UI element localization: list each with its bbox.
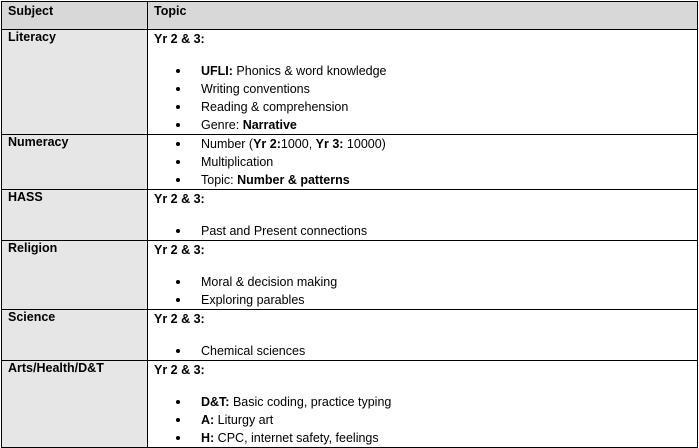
list-item: Multiplication [154,153,691,171]
year-label: Yr 2 & 3: [154,363,205,377]
list-item: Writing conventions [154,80,691,98]
year-label: Yr 2 & 3: [154,192,205,206]
list-item: Moral & decision making [154,273,691,291]
topic-list [154,62,691,134]
topic-cell [148,310,698,361]
topic-cell [148,361,698,448]
topic-list [154,222,691,240]
list-item: A: Liturgy art [154,411,691,429]
table-row-science [2,310,698,361]
topic-cell [148,30,698,135]
list-item: Topic: Number & patterns [154,171,691,189]
table-row-numeracy [2,135,698,190]
topic-list [154,273,691,309]
topic-cell [148,241,698,310]
subject-cell: Science [2,310,148,361]
subject-cell: Numeracy [2,135,148,190]
subject-cell: Literacy [2,30,148,135]
list-item: D&T: Basic coding, practice typing [154,393,691,411]
year-label: Yr 2 & 3: [154,312,205,326]
topic-list [154,135,691,189]
list-item: Number (Yr 2:1000, Yr 3: 10000) [154,135,691,153]
year-label: Yr 2 & 3: [154,32,205,46]
subject-header: Subject [2,2,148,30]
year-label: Yr 2 & 3: [154,243,205,257]
list-item: Genre: Narrative [154,116,691,134]
table-row-religion [2,241,698,310]
topic-cell [148,135,698,190]
table-row-arts-health-dt [2,361,698,448]
topic-list [154,342,691,360]
topic-cell [148,190,698,241]
header-row [2,2,698,30]
list-item: UFLI: Phonics & word knowledge [154,62,691,80]
topic-list [154,393,691,447]
list-item: Exploring parables [154,291,691,309]
topic-header: Topic [148,2,698,30]
subject-cell: HASS [2,190,148,241]
subject-cell: Religion [2,241,148,310]
table-row-hass [2,190,698,241]
list-item: Past and Present connections [154,222,691,240]
list-item: H: CPC, internet safety, feelings [154,429,691,447]
list-item: Chemical sciences [154,342,691,360]
timetable-table [1,1,698,448]
subject-cell: Arts/Health/D&T [2,361,148,448]
list-item: Reading & comprehension [154,98,691,116]
table-row-literacy [2,30,698,135]
